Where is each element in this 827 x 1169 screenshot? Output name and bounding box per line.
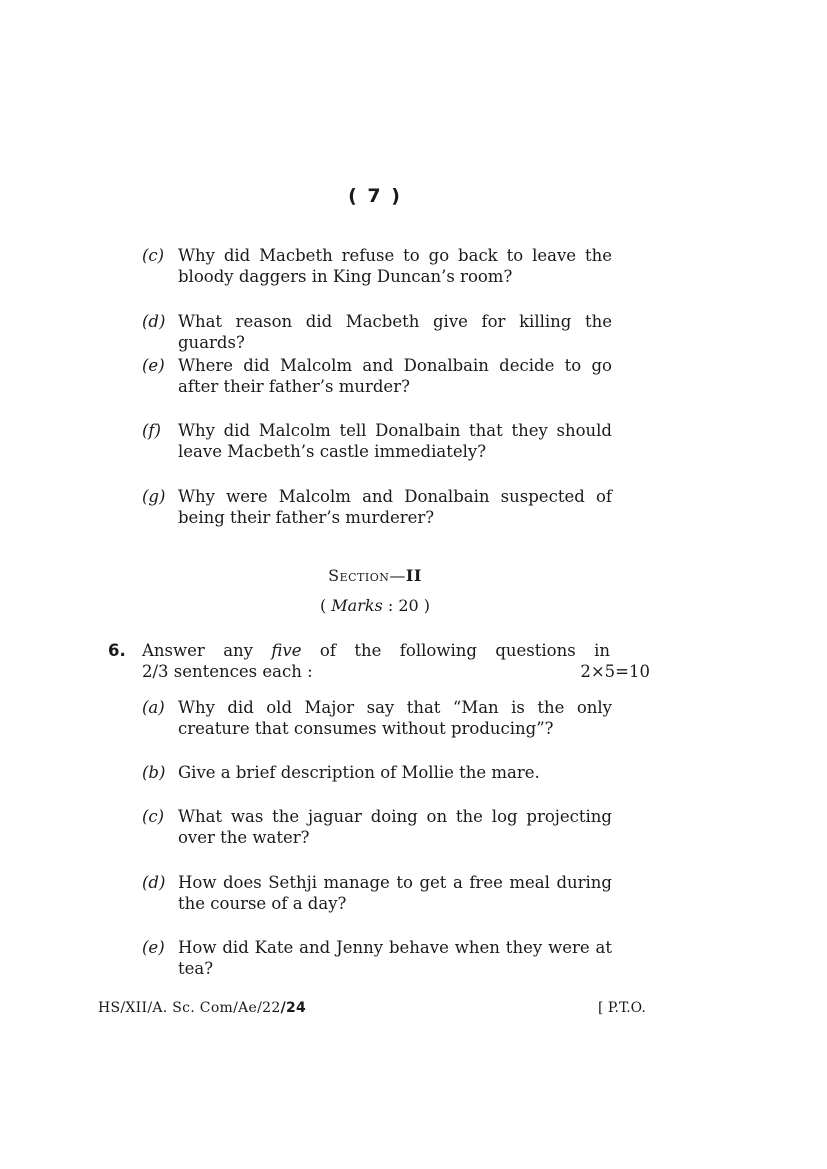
question-5e <box>142 355 612 397</box>
intro-word: in <box>594 641 610 660</box>
page-number: ( 7 ) <box>348 185 402 207</box>
question-label: (f) <box>142 421 161 440</box>
section-word: Section <box>328 566 390 585</box>
intro-word: the <box>354 641 382 660</box>
intro-word: of <box>319 641 336 660</box>
question-6e <box>142 937 612 979</box>
section-title <box>0 566 750 585</box>
question-text: What was the jaguar doing on the log projecting over the water? <box>178 807 612 847</box>
question-6b <box>142 762 612 783</box>
marks-open: ( <box>319 596 327 615</box>
question-6c <box>142 806 612 848</box>
question-6 <box>108 640 650 682</box>
intro-word: questions <box>495 641 576 660</box>
question-text: How did Kate and Jenny behave when they were at tea? <box>178 938 612 978</box>
question-label: (d) <box>142 312 166 331</box>
marks-value: : 20 <box>387 596 419 615</box>
marks-label: Marks <box>331 596 383 615</box>
question-label: (c) <box>142 807 165 826</box>
question-label: (c) <box>142 246 165 265</box>
question-label: (e) <box>142 356 165 375</box>
question-label: (a) <box>142 698 165 717</box>
question-label: (e) <box>142 938 165 957</box>
question-text: Why did old Major say that “Man is the only creature that consumes without producing”? <box>178 698 612 738</box>
question-label: (d) <box>142 873 166 892</box>
question-6a <box>142 697 612 739</box>
section-numeral: II <box>405 566 422 585</box>
question-6-intro-line2 <box>142 661 650 682</box>
question-text: Why were Malcolm and Donalbain suspected of being their father’s murderer? <box>178 487 612 527</box>
question-text: How does Sethji manage to get a free meal during the course of a day? <box>178 873 612 913</box>
paper-code <box>98 1000 306 1016</box>
pto-label: [ P.T.O. <box>598 1000 646 1016</box>
section-marks <box>0 596 750 615</box>
question-marks: 2×5=10 <box>580 662 650 681</box>
intro-continuation: 2/3 sentences each : <box>142 662 313 681</box>
question-text: What reason did Macbeth give for killing the guards? <box>178 312 612 352</box>
question-text: Give a brief description of Mollie the mare. <box>178 763 540 782</box>
section-dash: — <box>389 566 406 585</box>
intro-word: following <box>399 641 477 660</box>
intro-word-emphasis: five <box>271 641 302 660</box>
question-text: Where did Malcolm and Donalbain decide to go after their father’s murder? <box>178 356 612 396</box>
question-label: (g) <box>142 487 166 506</box>
question-text: Why did Macbeth refuse to go back to leave the bloody daggers in King Duncan’s room? <box>178 246 612 286</box>
question-5c <box>142 245 612 287</box>
question-6d <box>142 872 612 914</box>
question-label: (b) <box>142 763 166 782</box>
question-5g <box>142 486 612 528</box>
intro-word: any <box>223 641 253 660</box>
paper-code-prefix: HS/XII/A. Sc. Com/Ae/22 <box>98 1000 281 1016</box>
paper-code-suffix: /24 <box>280 1000 307 1016</box>
intro-word: Answer <box>142 641 205 660</box>
question-text: Why did Malcolm tell Donalbain that they should leave Macbeth’s castle immediately? <box>178 421 612 461</box>
marks-close: ) <box>423 596 431 615</box>
question-5f <box>142 420 612 462</box>
question-number: 6. <box>108 641 126 660</box>
question-6-intro <box>142 640 610 661</box>
question-5d <box>142 311 612 353</box>
